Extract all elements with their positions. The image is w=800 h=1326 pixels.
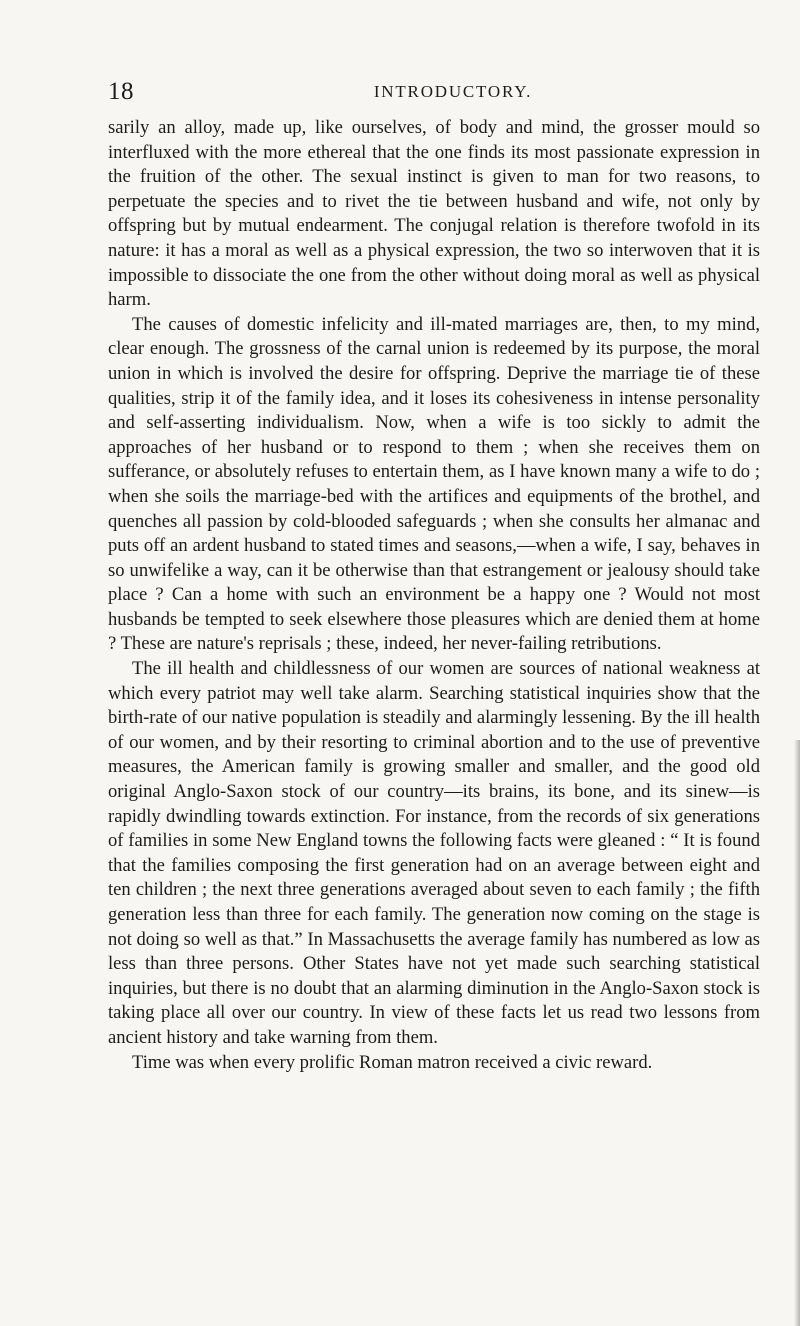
page-number: 18	[108, 78, 134, 105]
running-head	[108, 78, 758, 108]
paragraph-domestic-infelicity: The causes of domestic infelicity and ill-mated marriages are, then, to my mind, clear enough. The grossness of the carnal union is redeemed by its purpose, the moral union in which is involved the desire for offspring. Deprive the marriage tie of these qualities, strip it of the family idea, and it loses its cohesiveness in intense personality and self-asserting individualism. Now, when a wife is too sickly to admit the approaches of her husband or to respond to them ; when she receives them on sufferance, or absolutely refuses to entertain them, as I have known many a wife to do ; when she soils the marriage-bed with the artifices and equipments of the brothel, and quenches all passion by cold-blooded safeguards ; when she consults her almanac and puts off an ardent husband to stated times and seasons,—when a wife, I say, behaves in so unwifelike a way, can it be otherwise than that estrangement or jealousy should take place ? Can a home with such an environment be a happy one ? Would not most husbands be tempted to seek elsewhere those pleasures which are denied them at home ? These are nature's reprisals ; these, indeed, her never-failing retributions.	[108, 313, 760, 655]
body-text	[108, 116, 760, 1075]
running-title: INTRODUCTORY.	[373, 82, 533, 101]
paragraph-roman-matron: Time was when every prolific Roman matron received a civic reward.	[132, 1051, 653, 1073]
page-edge-shadow	[794, 740, 800, 1326]
paragraph-national-weakness: The ill health and childlessness of our women are sources of national weakness at which every patriot may well take alarm. Searching statistical inquiries show that the birth-rate of our native population is steadily and alarmingly lessening. By the ill health of our women, and by their resorting to criminal abortion and to the use of preventive measures, the American family is growing smaller and smaller, and the good old original Anglo-Saxon stock of our country—its brains, its bone, and its sinew—is rapidly dwindling towards extinction. For instance, from the records of six generations of families in some New England towns the following facts were gleaned : “ It is found that the families composing the first generation had on an average between eight and ten children ; the next three generations averaged about seven to each family ; the fifth generation less than three for each family. The generation now coming on the stage is not doing so well as that.” In Massachusetts the average family has numbered as low as less than three persons. Other States have not yet made such searching statistical inquiries, but there is no doubt that an alarming diminution in the Anglo-Saxon stock is taking place all over our country. In view of these facts let us read two lessons from ancient history and take warning from them.	[108, 658, 760, 1048]
paragraph-continued: sarily an alloy, made up, like ourselves, of body and mind, the grosser mould so interfluxed with the more ethereal that the one finds its most passionate expression in the fruition of the other. The sexual instinct is given to man for two reasons, to perpetuate the species and to rivet the tie between husband and wife, not only by offspring but by mutual endearment. The conjugal relation is therefore twofold in its nature: it has a moral as well as a physical expression, the two so interwoven that it is impossible to dissociate the one from the other without doing moral as well as physical harm.	[108, 117, 760, 311]
